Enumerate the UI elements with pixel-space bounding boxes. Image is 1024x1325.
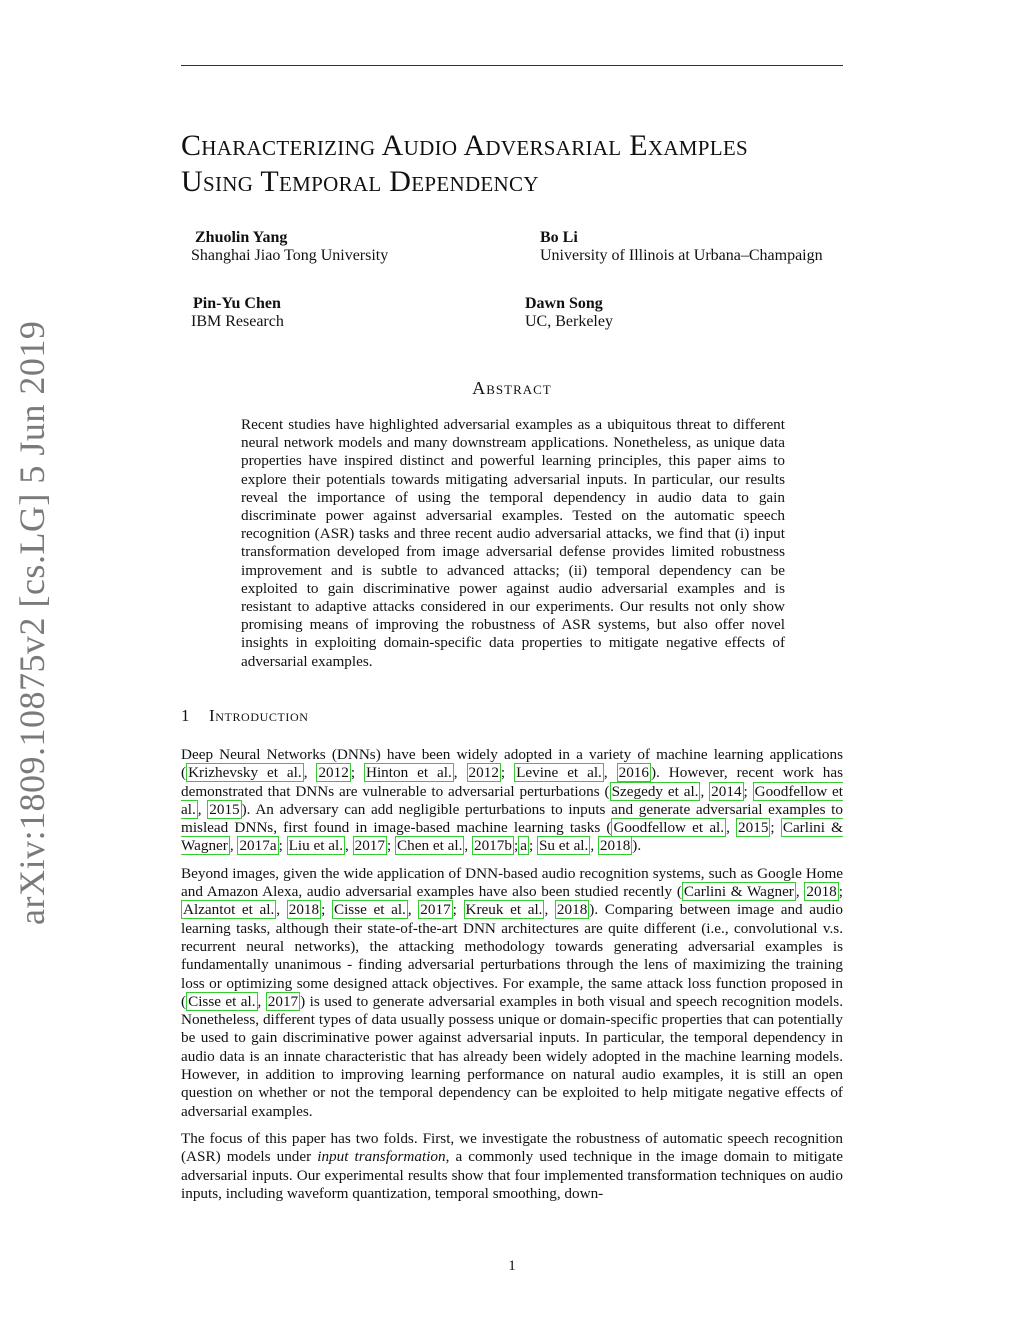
arxiv-stamp[interactable]: arXiv:1809.10875v2 [cs.LG] 5 Jun 2019 (12, 320, 52, 925)
section-heading (181, 706, 309, 726)
citation-link[interactable]: Cisse et al. (333, 901, 406, 919)
author-name: Dawn Song (525, 295, 603, 312)
author-block (191, 229, 389, 265)
text-span: , a commonly used technique in the image domain to mitigate adversarial inputs. Our experimental results show that four implemented transformation techniques on audio inputs, including waveform quantization, temporal smoothing, down- (181, 1148, 843, 1202)
paragraph (181, 1130, 843, 1203)
citation-link[interactable]: 2012 (318, 764, 349, 782)
paragraph (181, 746, 843, 856)
page-number: 1 (508, 1258, 516, 1274)
paper-title (181, 128, 851, 200)
citation-link[interactable]: 2014 (711, 782, 742, 800)
citation-link[interactable]: Goodfellow et al. (613, 819, 725, 837)
text-span: , (726, 819, 737, 837)
citation-link[interactable]: a (520, 837, 527, 855)
citation-link[interactable]: 2018 (806, 883, 837, 901)
text-span: Deep Neural Networks (DNNs) have been widely adopted in a variety of machine learning applications ( (181, 746, 843, 782)
citation-link[interactable]: 2015 (738, 819, 769, 837)
citation-link[interactable]: 2015 (209, 800, 240, 818)
text-span: ; (838, 883, 843, 901)
header-rule (181, 65, 843, 66)
text-span: , (276, 901, 287, 919)
citation-link[interactable]: Levine et al. (516, 764, 602, 782)
citation-link[interactable]: 2017 (420, 901, 451, 919)
text-span: , (590, 837, 598, 855)
citation-link[interactable]: 2018 (288, 901, 320, 919)
citation-link[interactable]: Kreuk et al. (465, 901, 543, 919)
citation-link[interactable]: Krizhevsky et al. (188, 764, 302, 782)
citation-link[interactable]: 2017b (473, 837, 512, 855)
intro-body (181, 746, 843, 1212)
author-block (525, 295, 613, 331)
author-block (193, 295, 284, 331)
text-span: The focus of this paper has two folds. First, we investigate the robustness of automatic speech recognition (ASR) models under (181, 1129, 843, 1166)
text-span: , (257, 992, 266, 1010)
author-block (540, 229, 823, 265)
text-span: , (795, 883, 805, 901)
text-span: ). Comparing between image and audio learning tasks, although their state-of-the-art DNN architectures are quite different (i.e., convolutional v.s. recurrent neural networks), the attacking methodology towards generating adversarial examples is fundamentally unanimous - finding adversarial perturbations through the lens of maximizing the training loss or optimizing some designed attack objectives. For example, the same attack loss function proposed in ( (181, 901, 844, 1010)
text-span: ; (386, 837, 396, 855)
author-name: Pin-Yu Chen (193, 295, 281, 312)
author-name: Zhuolin Yang (195, 229, 288, 246)
text-span: , (603, 764, 617, 782)
citation-link[interactable]: Su et al. (538, 837, 589, 855)
citation-link[interactable]: 2017 (267, 992, 299, 1010)
citation-link[interactable]: Szegedy et al. (611, 782, 699, 800)
text-span: ). However, recent work has demonstrated that DNNs are vulnerable to adversarial perturbations ( (181, 764, 844, 800)
text-span: ). (632, 837, 642, 855)
author-name: Bo Li (540, 229, 578, 246)
text-span: ; (452, 901, 464, 919)
text-span: ; (528, 837, 537, 855)
text-span: , (229, 837, 238, 855)
author-affiliation: IBM Research (191, 313, 284, 330)
author-affiliation: UC, Berkeley (525, 313, 613, 330)
citation-link[interactable]: Chen et al. (397, 837, 463, 855)
text-span: , (700, 782, 710, 800)
citation-link[interactable]: Liu et al. (288, 837, 344, 855)
citation-link[interactable]: 2018 (556, 901, 588, 919)
text-span: , (407, 901, 419, 919)
text-span: ; (513, 837, 519, 855)
text-span: ) is used to generate adversarial examples in both visual and speech recognition models. Nonetheless, different types of data usually possess unique or domain-specific properties that can potentially be used to gain discriminative power against adversarial inputs. In particular, the temporal dependency in audio data is an innate characteristic that has already been widely adopted in the machine learning models. However, in addition to improving learning performance on natural audio examples, it is still an open question on whether or not the temporal dependency can be exploited to help mitigate negative effects of adversarial examples. (181, 992, 843, 1120)
text-span: ; (321, 901, 332, 919)
citation-link[interactable]: 2017 (354, 837, 385, 855)
citation-link[interactable]: 2018 (599, 837, 631, 855)
text-span: ; (743, 782, 753, 800)
citation-link[interactable]: Hinton et al. (365, 764, 452, 782)
text-span: ). An adversary can add negligible perturbations to inputs and generate adversarial examples to mislead DNNs, first found in image-based machine learning tasks ( (181, 800, 843, 837)
text-span: ; (278, 837, 287, 855)
text-span: , (303, 764, 317, 782)
citation-link[interactable]: 2012 (468, 764, 499, 782)
text-span: , (345, 837, 353, 855)
text-span: , (453, 764, 467, 782)
section-number: 1 (181, 706, 191, 725)
citation-link[interactable]: Cisse et al. (188, 992, 256, 1010)
citation-link[interactable]: Carlini & Wagner (181, 819, 843, 855)
abstract-heading: Abstract (472, 378, 552, 398)
text-span: ; (770, 819, 781, 837)
text-span: Beyond images, given the wide application of DNN-based audio recognition systems, such as Google Home and Amazon Alexa, audio adversarial examples have also been studied recently ( (181, 864, 843, 901)
text-span: , (464, 837, 472, 855)
section-title: Introduction (209, 706, 309, 725)
text-span: ; (350, 764, 364, 782)
text-span: , (197, 800, 208, 818)
citation-link[interactable]: 2017a (239, 837, 277, 855)
abstract-text: Recent studies have highlighted adversarial examples as a ubiquitous threat to different neural network models and many downstream applications. Nonetheless, as unique data properties have inspired distinct and powerful learning principles, this paper aims to explore their potentials towards mitigating adversarial inputs. In particular, our results reveal the importance of using the temporal dependency in audio data to gain discriminate power against adversarial examples. Tested on the automatic speech recognition (ASR) tasks and three recent audio adversarial attacks, we find that (i) input transformation developed from image adversarial defense provides limited robustness improvement and is subtle to advanced attacks; (ii) temporal dependency can be exploited to gain discriminative power against audio adversarial examples and is resistant to adaptive attacks considered in our experiments. Our results not only show promising means of improving the robustness of ASR systems, but also offer novel insights in exploiting domain-specific data properties to mitigate negative effects of adversarial examples. (241, 416, 785, 670)
citation-link[interactable]: Goodfellow et al. (181, 782, 843, 818)
title-line-1: Characterizing Audio Adversarial Examples (181, 129, 748, 162)
emphasis-text: input transformation (317, 1148, 446, 1166)
citation-link[interactable]: Carlini & Wagner (683, 883, 794, 901)
title-line-2: Using Temporal Dependency (181, 165, 539, 198)
author-affiliation: University of Illinois at Urbana–Champaign (540, 247, 823, 264)
paragraph (181, 865, 843, 1121)
author-affiliation: Shanghai Jiao Tong University (191, 247, 389, 264)
citation-link[interactable]: 2016 (618, 764, 649, 782)
citation-link[interactable]: Alzantot et al. (183, 901, 275, 919)
text-span: ; (500, 764, 515, 782)
text-span: , (544, 901, 555, 919)
